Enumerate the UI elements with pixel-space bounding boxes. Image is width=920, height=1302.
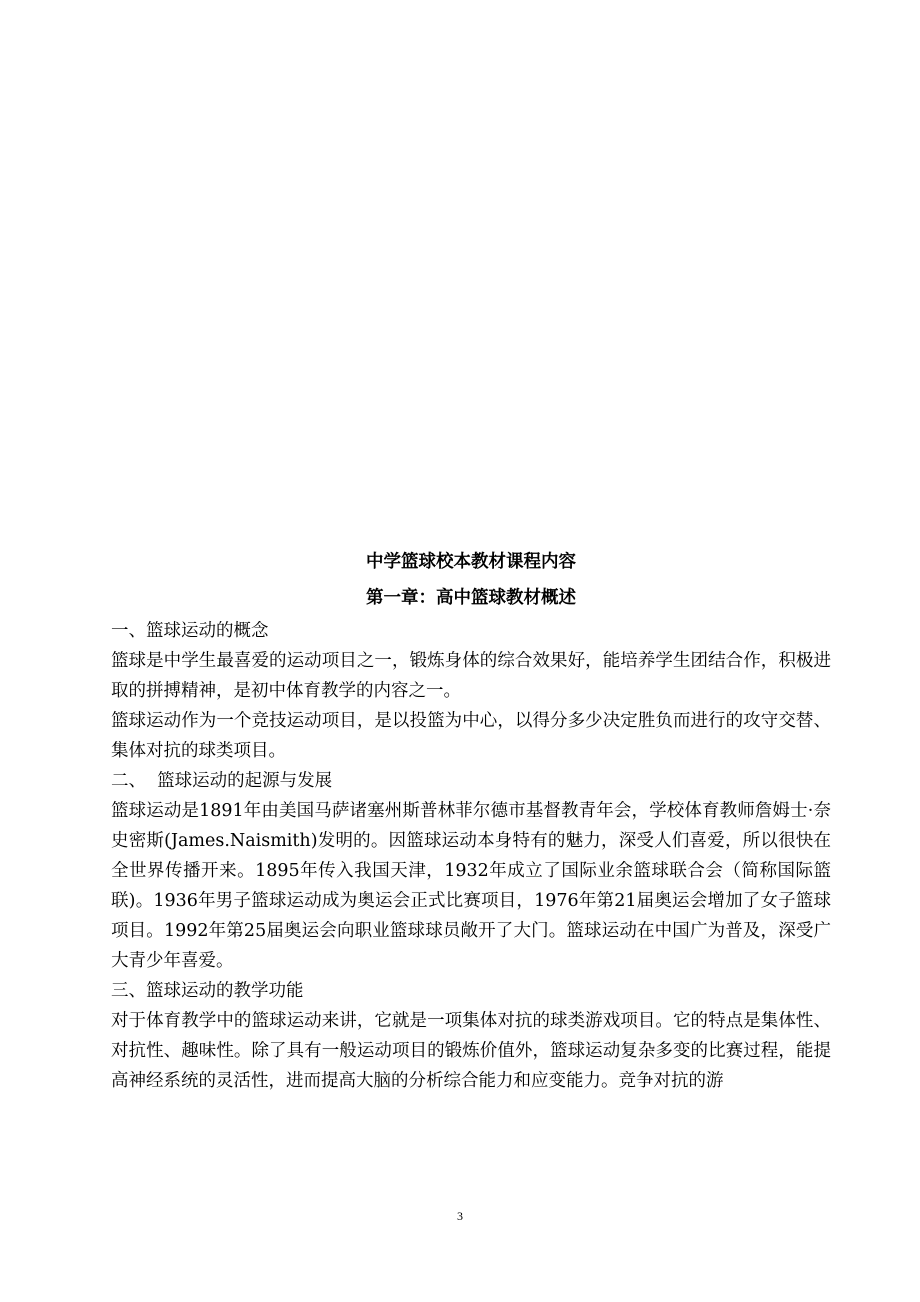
document-body xyxy=(111,544,831,1096)
paragraph-concept-2: 篮球运动作为一个竞技运动项目，是以投篮为中心，以得分多少决定胜负而进行的攻守交替、集体对抗的球类项目。 xyxy=(111,711,831,761)
document-title: 中学篮球校本教材课程内容 xyxy=(366,552,576,572)
page-number: 3 xyxy=(457,1209,463,1223)
paragraph-teaching-function: 对于体育教学中的篮球运动来讲，它就是一项集体对抗的球类游戏项目。它的特点是集体性、对抗性、趣味性。除了具有一般运动项目的锻炼价值外，篮球运动复杂多变的比赛过程，能提高神经系统的灵活性，进而提高大脑的分析综合能力和应变能力。竞争对抗的游 xyxy=(111,1011,831,1091)
paragraph-origin: 篮球运动是1891年由美国马萨诸塞州斯普林菲尔德市基督教青年会，学校体育教师詹姆士·奈史密斯(James.Naismith)发明的。因篮球运动本身特有的魅力，深受人们喜爱，所以很快在全世界传播开来。1895年传入我国天津，1932年成立了国际业余篮球联合会（简称国际篮联)。1936年男子篮球运动成为奥运会正式比赛项目，1976年第21届奥运会增加了女子篮球项目。1992年第25届奥运会向职业篮球球员敞开了大门。篮球运动在中国广为普及，深受广大青少年喜爱。 xyxy=(111,801,831,971)
paragraph-concept-1: 篮球是中学生最喜爱的运动项目之一，锻炼身体的综合效果好，能培养学生团结合作，积极进取的拼搏精神，是初中体育教学的内容之一。 xyxy=(111,651,831,701)
section-heading-teaching-function: 三、篮球运动的教学功能 xyxy=(111,981,304,1001)
section-heading-concept: 一、篮球运动的概念 xyxy=(111,621,269,641)
section-heading-origin: 二、 篮球运动的起源与发展 xyxy=(111,771,333,791)
chapter-title: 第一章：高中篮球教材概述 xyxy=(366,588,576,608)
